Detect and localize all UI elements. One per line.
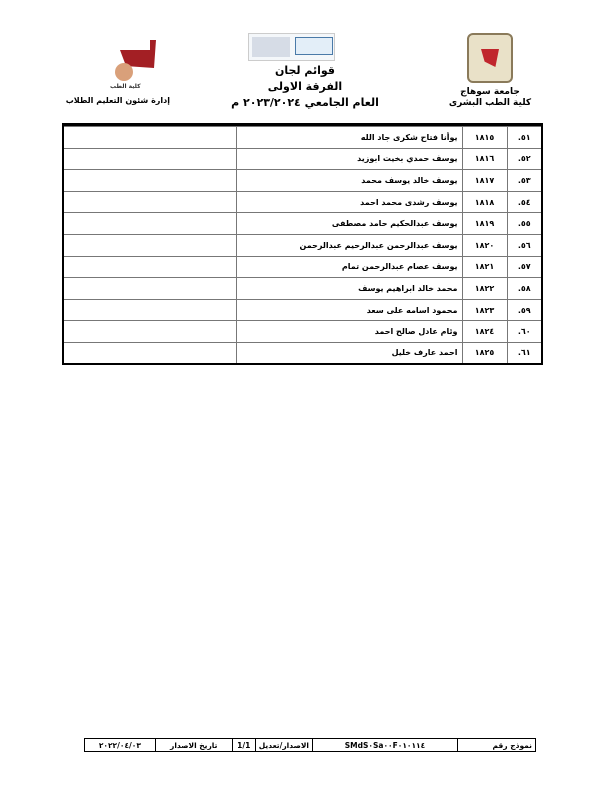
row-number: ٥٥. [507,213,542,235]
university-name: جامعة سوهاج [460,87,520,97]
row-number: ٥٤. [507,191,542,213]
row-number: ٦١. [507,342,542,364]
committee-list-table [62,126,543,365]
table-row [63,299,542,321]
table-row [63,342,542,364]
academic-year: العام الجامعي ٢٠٢٣/٢٠٢٤ م [231,96,379,109]
issue-value: 1/1 [232,739,255,752]
table-row [63,148,542,170]
student-code: ١٨٢١ [462,256,507,278]
student-name: يوسف خالد يوسف محمد [236,170,462,192]
student-code: ١٨١٥ [462,127,507,149]
issue-date-label: تاريخ الاصدار [155,739,232,752]
table-row [63,191,542,213]
student-code: ١٨١٧ [462,170,507,192]
signature-cell [63,170,236,192]
student-name: يوسف رشدى محمد احمد [236,191,462,213]
signature-cell [63,278,236,300]
student-name: يوسف حمدي بخيت ابوزيد [236,148,462,170]
row-number: ٥٨. [507,278,542,300]
issue-date-value: ٢٠٢٢/٠٤/٠٣ [85,739,156,752]
student-name: وئام عادل صالح احمد [236,321,462,343]
table-row [63,234,542,256]
student-name: يوسف عبدالحكيم حامد مصطفى [236,213,462,235]
signature-cell [63,234,236,256]
svg-text:كلية الطب: كلية الطب [110,83,141,90]
student-code: ١٨٢٠ [462,234,507,256]
signature-cell [63,256,236,278]
signature-cell [63,299,236,321]
faculty-name: كلية الطب البشرى [448,98,532,108]
row-number: ٦٠. [507,321,542,343]
table-row [63,321,542,343]
signature-cell [63,191,236,213]
signature-cell [63,148,236,170]
student-code: ١٨١٨ [462,191,507,213]
row-number: ٥١. [507,127,542,149]
signature-cell [63,321,236,343]
signature-cell [63,213,236,235]
student-code: ١٨١٦ [462,148,507,170]
table-row [63,170,542,192]
table-row [63,213,542,235]
table-row [63,278,542,300]
accreditation-logos [248,33,335,61]
form-footer [84,738,536,752]
issue-label: الاصدار/تعديل [255,739,312,752]
row-number: ٥٦. [507,234,542,256]
student-name: احمد عارف خليل [236,342,462,364]
faculty-of-medicine-logo [80,32,158,90]
student-name: يوسف عصام عبدالرحمن تمام [236,256,462,278]
department-name: إدارة شئون التعليم الطلاب [65,96,170,105]
form-number-value: SMdS٠Sa٠٠F٠١٠١١٤ [313,739,458,752]
level-title: الفرقة الاولى [267,80,343,93]
student-code: ١٨٢٣ [462,299,507,321]
student-code: ١٨١٩ [462,213,507,235]
table-row [63,127,542,149]
row-number: ٥٢. [507,148,542,170]
row-number: ٥٣. [507,170,542,192]
row-number: ٥٩. [507,299,542,321]
student-code: ١٨٢٥ [462,342,507,364]
student-name: محمود اسامه على سعد [236,299,462,321]
row-number: ٥٧. [507,256,542,278]
student-name: محمد خالد ابراهيم يوسف [236,278,462,300]
table-row [63,256,542,278]
student-name: يوأنا فتاح شكرى جاد الله [236,127,462,149]
student-code: ١٨٢٤ [462,321,507,343]
signature-cell [63,342,236,364]
sohag-university-logo [467,33,513,83]
page-title: قوائم لجان [274,64,336,77]
student-name: يوسف عبدالرحمن عبدالرحيم عبدالرحمن [236,234,462,256]
form-number-label: نموذج رقم [458,739,536,752]
signature-cell [63,127,236,149]
student-code: ١٨٢٢ [462,278,507,300]
